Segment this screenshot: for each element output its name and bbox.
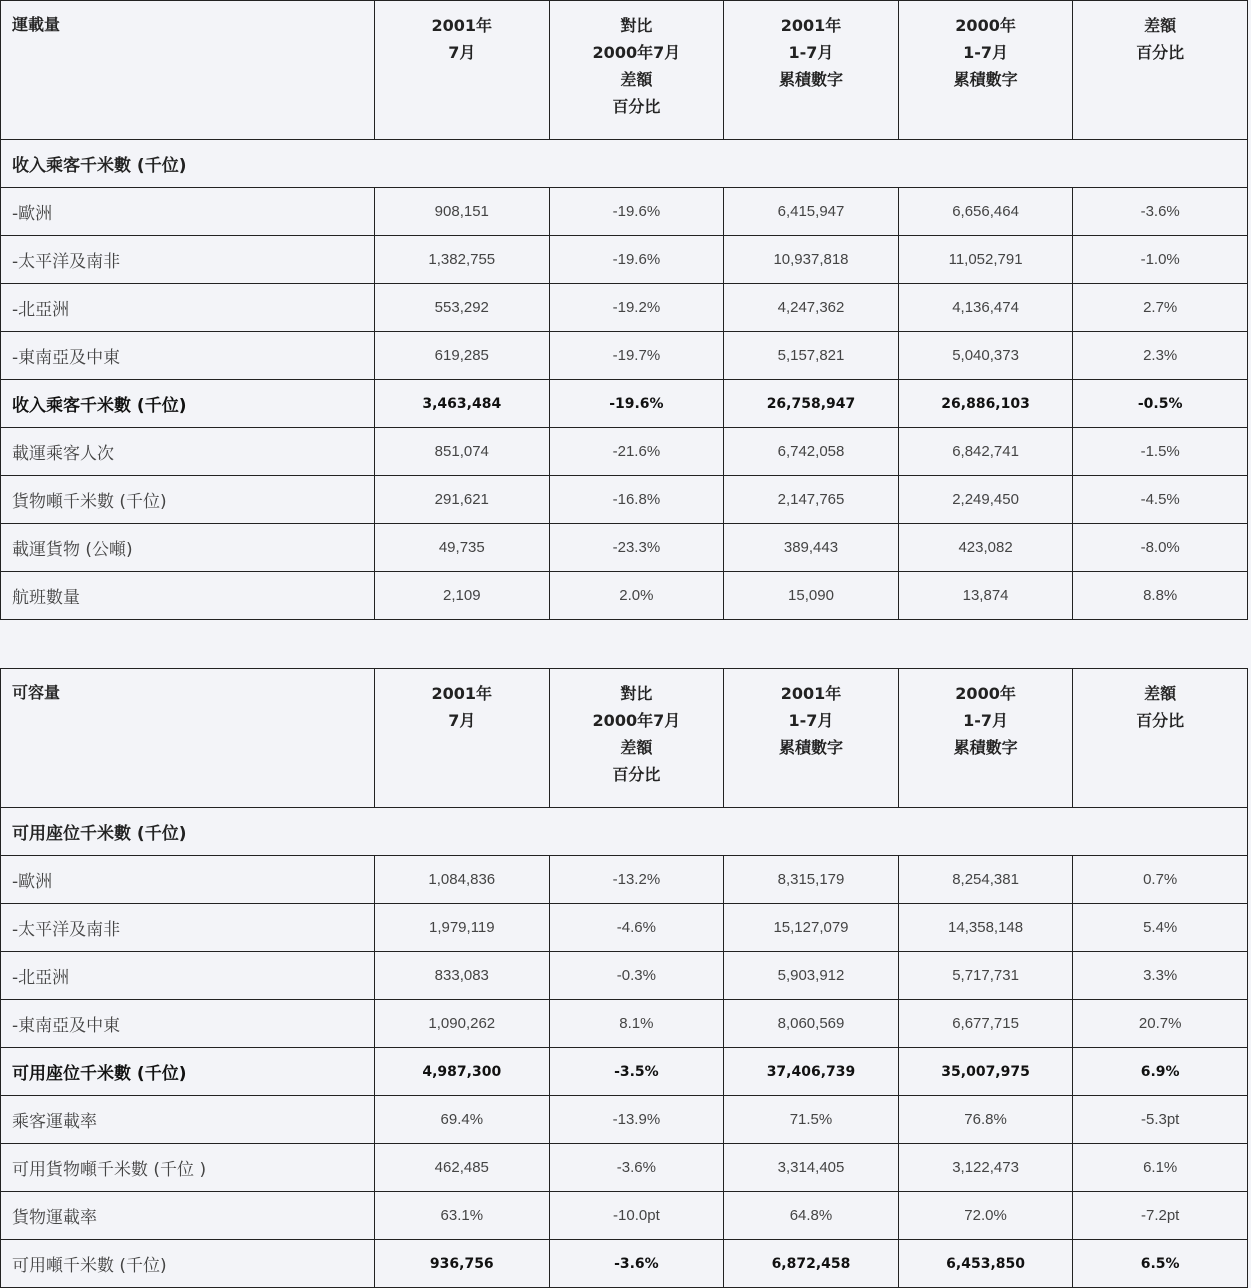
table-row [1,428,1248,476]
table-cell: -0.3% [549,952,724,1000]
table-cell: 1,979,119 [375,904,550,952]
table-cell: 5,040,373 [898,332,1073,380]
column-header-line: 2001年 [431,684,493,703]
table-cell: 2.3% [1073,332,1248,380]
column-header [724,1,899,140]
row-label: -東南亞及中東 [1,1000,375,1048]
table-cell: 4,247,362 [724,284,899,332]
table-cell: 4,987,300 [375,1048,550,1096]
column-header-line: 1-7月 [788,711,834,730]
table-cell: 1,090,262 [375,1000,550,1048]
column-header [1073,669,1248,808]
table-cell: 3,463,484 [375,380,550,428]
column-header-line: 2000年 [955,684,1016,703]
column-header-line: 7月 [448,711,476,730]
table-cell: -8.0% [1073,524,1248,572]
table-cell: 76.8% [898,1096,1073,1144]
table-row [1,1000,1248,1048]
column-header-line: 差額 [620,738,653,757]
table-cell: 71.5% [724,1096,899,1144]
table-spacer [0,620,1251,668]
table-cell: 6,415,947 [724,188,899,236]
table-cell: 2.7% [1073,284,1248,332]
column-header-line: 1-7月 [963,711,1009,730]
table-row [1,1240,1248,1288]
table-cell: 553,292 [375,284,550,332]
table-cell: 20.7% [1073,1000,1248,1048]
stats-table [0,0,1248,620]
table-cell: 6,656,464 [898,188,1073,236]
section-title: 可用座位千米數 (千位) [1,808,1248,856]
table-row [1,188,1248,236]
header-row [1,669,1248,808]
table-cell: -4.5% [1073,476,1248,524]
table-cell: 8.1% [549,1000,724,1048]
stats-table [0,668,1248,1288]
table-cell: -19.2% [549,284,724,332]
table-cell: 6,842,741 [898,428,1073,476]
column-header [375,1,550,140]
column-header [724,669,899,808]
column-header-line: 2000年 [955,16,1016,35]
column-header [549,669,724,808]
table-cell: -3.6% [1073,188,1248,236]
table-cell: 5,717,731 [898,952,1073,1000]
table-cell: 6.1% [1073,1144,1248,1192]
table-row [1,904,1248,952]
table-row [1,476,1248,524]
table-cell: 0.7% [1073,856,1248,904]
column-header-line: 累積數字 [953,738,1018,757]
table-cell: -19.6% [549,380,724,428]
table-cell: 35,007,975 [898,1048,1073,1096]
table-row [1,1144,1248,1192]
table-cell: 4,136,474 [898,284,1073,332]
table-row [1,1048,1248,1096]
table-cell: -4.6% [549,904,724,952]
table-row [1,284,1248,332]
row-label: -歐洲 [1,188,375,236]
table-cell: 6,453,850 [898,1240,1073,1288]
table-cell: 11,052,791 [898,236,1073,284]
row-label: 貨物運載率 [1,1192,375,1240]
column-header-line: 累積數字 [778,70,843,89]
table-cell: 10,937,818 [724,236,899,284]
table-cell: -7.2pt [1073,1192,1248,1240]
table-cell: 851,074 [375,428,550,476]
table-cell: -3.5% [549,1048,724,1096]
table-cell: 2,249,450 [898,476,1073,524]
table-cell: -23.3% [549,524,724,572]
table-row [1,236,1248,284]
table-cell: 2,109 [375,572,550,620]
column-header-line: 2000年7月 [592,43,681,62]
row-label: -北亞洲 [1,952,375,1000]
table-title: 可容量 [1,669,375,808]
table-title: 運載量 [1,1,375,140]
row-label: 可用座位千米數 (千位) [1,1048,375,1096]
table-cell: 64.8% [724,1192,899,1240]
table-cell: 1,382,755 [375,236,550,284]
table-cell: 26,758,947 [724,380,899,428]
row-label: 可用貨物噸千米數 (千位 ) [1,1144,375,1192]
table-row [1,952,1248,1000]
row-label: 乘客運載率 [1,1096,375,1144]
column-header-line: 百分比 [1136,43,1185,62]
column-header-line: 2000年7月 [592,711,681,730]
row-label: 載運貨物 (公噸) [1,524,375,572]
table-row [1,332,1248,380]
table-cell: 37,406,739 [724,1048,899,1096]
table-cell: 69.4% [375,1096,550,1144]
table-cell: 6,872,458 [724,1240,899,1288]
table-cell: 72.0% [898,1192,1073,1240]
table-cell: 8,254,381 [898,856,1073,904]
table-cell: 8,060,569 [724,1000,899,1048]
table-cell: -21.6% [549,428,724,476]
table-cell: 833,083 [375,952,550,1000]
table-cell: -0.5% [1073,380,1248,428]
table-cell: -3.6% [549,1144,724,1192]
column-header-line: 2001年 [431,16,493,35]
column-header-line: 1-7月 [963,43,1009,62]
column-header-line: 1-7月 [788,43,834,62]
column-header [898,669,1073,808]
table-cell: -10.0pt [549,1192,724,1240]
row-label: -北亞洲 [1,284,375,332]
table-cell: -16.8% [549,476,724,524]
row-label: -東南亞及中東 [1,332,375,380]
table-cell: 49,735 [375,524,550,572]
table-cell: 423,082 [898,524,1073,572]
table-cell: 462,485 [375,1144,550,1192]
column-header-line: 百分比 [612,765,661,784]
table-cell: 1,084,836 [375,856,550,904]
table-cell: 8.8% [1073,572,1248,620]
table-cell: -1.5% [1073,428,1248,476]
table-cell: 6,742,058 [724,428,899,476]
row-label: 航班數量 [1,572,375,620]
row-label: -太平洋及南非 [1,236,375,284]
column-header-line: 2001年 [780,16,842,35]
table-cell: -1.0% [1073,236,1248,284]
table-cell: 5.4% [1073,904,1248,952]
table-cell: 5,157,821 [724,332,899,380]
table-row [1,1192,1248,1240]
table-cell: 936,756 [375,1240,550,1288]
table-cell: 2.0% [549,572,724,620]
column-header [898,1,1073,140]
column-header-line: 對比 [620,16,653,35]
column-header-line: 對比 [620,684,653,703]
table-row [1,572,1248,620]
table-cell: -19.7% [549,332,724,380]
column-header [375,669,550,808]
table-cell: 15,090 [724,572,899,620]
column-header-line: 百分比 [612,97,661,116]
column-header-line: 差額 [1144,684,1177,703]
table-cell: 2,147,765 [724,476,899,524]
table-cell: 6.5% [1073,1240,1248,1288]
table-cell: 3.3% [1073,952,1248,1000]
column-header [549,1,724,140]
row-label: 貨物噸千米數 (千位) [1,476,375,524]
table-cell: 14,358,148 [898,904,1073,952]
table-cell: -13.2% [549,856,724,904]
header-row [1,1,1248,140]
table-row [1,856,1248,904]
table-cell: -3.6% [549,1240,724,1288]
table-cell: 6.9% [1073,1048,1248,1096]
table-row [1,524,1248,572]
row-label: 可用噸千米數 (千位) [1,1240,375,1288]
table-cell: 389,443 [724,524,899,572]
column-header-line: 累積數字 [778,738,843,757]
section-title: 收入乘客千米數 (千位) [1,140,1248,188]
table-row [1,380,1248,428]
table-cell: -5.3pt [1073,1096,1248,1144]
table-cell: 5,903,912 [724,952,899,1000]
row-label: -太平洋及南非 [1,904,375,952]
column-header [1073,1,1248,140]
table-cell: 8,315,179 [724,856,899,904]
column-header-line: 2001年 [780,684,842,703]
section-row [1,808,1248,856]
column-header-line: 差額 [620,70,653,89]
column-header-line: 7月 [448,43,476,62]
section-row [1,140,1248,188]
column-header-line: 累積數字 [953,70,1018,89]
table-cell: 26,886,103 [898,380,1073,428]
row-label: 載運乘客人次 [1,428,375,476]
table-cell: 908,151 [375,188,550,236]
table-cell: 6,677,715 [898,1000,1073,1048]
row-label: 收入乘客千米數 (千位) [1,380,375,428]
table-cell: 291,621 [375,476,550,524]
column-header-line: 百分比 [1136,711,1185,730]
table-row [1,1096,1248,1144]
column-header-line: 差額 [1144,16,1177,35]
table-cell: 15,127,079 [724,904,899,952]
row-label: -歐洲 [1,856,375,904]
table-cell: 3,122,473 [898,1144,1073,1192]
table-cell: -19.6% [549,188,724,236]
table-cell: 3,314,405 [724,1144,899,1192]
table-cell: 63.1% [375,1192,550,1240]
table-cell: -19.6% [549,236,724,284]
table-cell: -13.9% [549,1096,724,1144]
table-cell: 619,285 [375,332,550,380]
table-cell: 13,874 [898,572,1073,620]
